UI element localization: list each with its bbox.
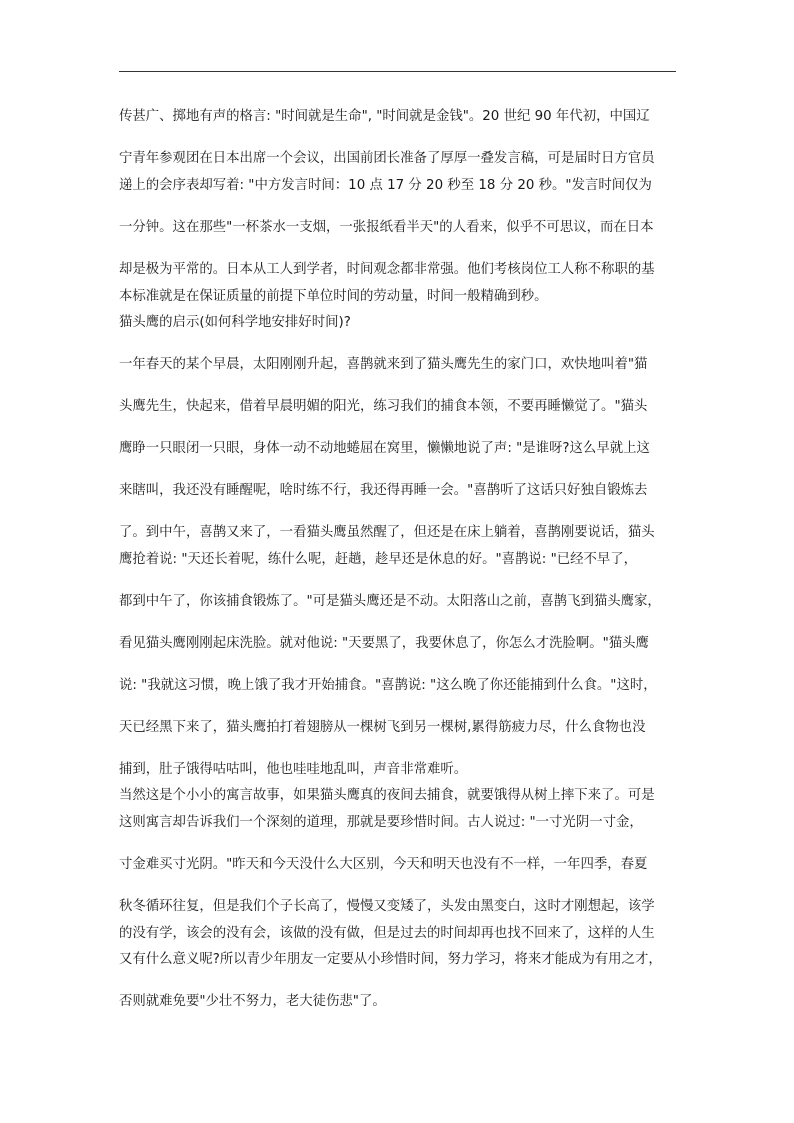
text-line: 本标准就是在保证质量的前提下单位时间的劳动量，时间一般精确到秒。	[119, 289, 548, 304]
text-line: 说: "我就这习惯，晚上饿了我才开始捕食。"喜鹊说: "这么晚了你还能捕到什么食。"这时，	[119, 678, 657, 693]
text-line: 这则寓言却告诉我们一个深刻的道理，那就是要珍惜时间。古人说过: "一寸光阴一寸金，	[119, 815, 643, 830]
text-line: 当然这是个小小的寓言故事，如果猫头鹰真的夜间去捕食，就要饿得从树上摔下来了。可是	[119, 788, 655, 803]
text-line: 却是极为平常的。日本从工人到学者，时间观念都非常强。他们考核岗位工人称不称职的基	[119, 262, 655, 277]
text-line: 看见猫头鹰刚刚起床洗脸。就对他说: "天要黑了，我要休息了，你怎么才洗脸啊。"猫头鹰	[119, 636, 649, 651]
text-line: 一年春天的某个早晨，太阳刚刚升起，喜鹊就来到了猫头鹰先生的家门口，欢快地叫着"猫	[119, 357, 648, 372]
text-line: 天已经黑下来了，猫头鹰拍打着翅膀从一棵树飞到另一棵树,累得筋疲力尽，什么食物也没	[119, 720, 646, 735]
text-line: 一分钟。这在那些"一杯茶水一支烟，一张报纸看半天"的人看来，似乎不可思议，而在日本	[119, 220, 654, 235]
text-line: 又有什么意义呢?所以青少年朋友一定要从小珍惜时间，努力学习，将来才能成为有用之才，	[119, 952, 662, 967]
section-heading: 猫头鹰的启示(如何科学地安排好时间)?	[119, 315, 351, 330]
text-line: 了。到中午，喜鹊又来了，一看猫头鹰虽然醒了，但还是在床上躺着，喜鹊刚要说话，猫头	[119, 525, 655, 540]
header-rule	[119, 71, 676, 72]
text-line: 否则就难免要"少壮不努力，老大徒伤悲"了。	[119, 994, 386, 1009]
text-line: 传甚广、掷地有声的格言: "时间就是生命", "时间就是金钱"。20 世纪 90 年代初，中国辽	[119, 109, 650, 124]
text-line: 秋冬循环往复，但是我们个子长高了，慢慢又变矮了，头发由黑变白，这时才刚想起，该学	[119, 899, 655, 914]
text-line: 头鹰先生，快起来，借着早晨明媚的阳光，练习我们的捕食本领，不要再睡懒觉了。"猫头	[119, 399, 648, 414]
text-line: 寸金难买寸光阴。"昨天和今天没什么大区别，今天和明天也没有不一样，一年四季，春夏	[119, 857, 648, 872]
text-line: 的没有学，该会的没有会，该做的没有做，但是过去的时间却再也找不回来了，这样的人生	[119, 926, 655, 941]
text-line: 鹰睁一只眼闭一只眼，身体一动不动地蜷屈在窝里，懒懒地说了声: "是谁呀?这么早就上这	[119, 441, 650, 456]
text-line: 宁青年参观团在日本出席一个会议，出国前团长准备了厚厚一叠发言稿，可是届时日方官员	[119, 151, 655, 166]
text-line: 捕到，肚子饿得咕咕叫，他也哇哇地乱叫，声音非常难听。	[119, 762, 468, 777]
text-line: 鹰抢着说: "天还长着呢，练什么呢，赶趟，趁早还是休息的好。"喜鹊说: "已经不早了，	[119, 552, 638, 567]
text-line: 来瞎叫，我还没有睡醒呢，啥时练不行，我还得再睡一会。"喜鹊听了这话只好独自锻炼去	[119, 483, 648, 498]
text-line: 递上的会序表却写着: "中方发言时间：10 点 17 分 20 秒至 18 分 20 秒。"发言时间仅为	[119, 178, 652, 193]
text-line: 都到中午了，你该捕食锻炼了。"可是猫头鹰还是不动。太阳落山之前，喜鹊飞到猫头鹰家，	[119, 594, 661, 609]
